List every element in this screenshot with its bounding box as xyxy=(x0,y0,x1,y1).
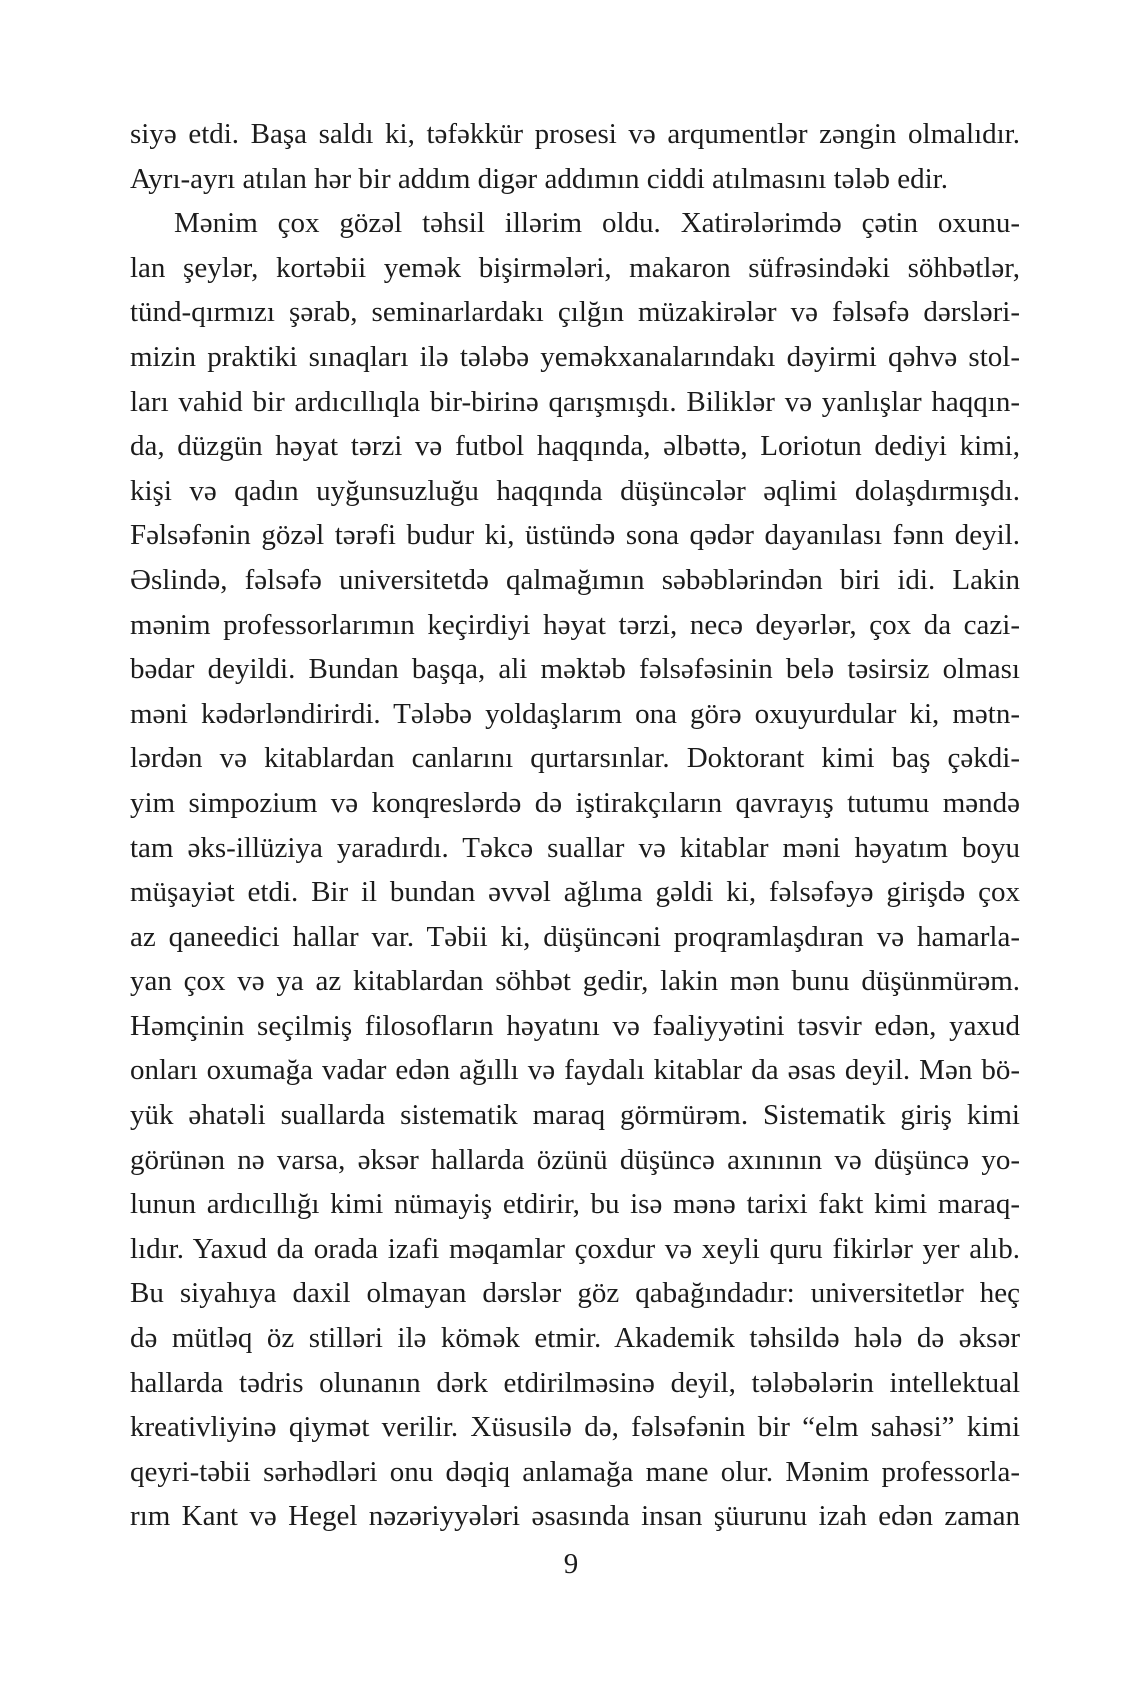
text-line: Fəlsəfənin gözəl tərəfi budur ki, üstündə sona qədər dayanılası fənn deyil. xyxy=(130,519,1020,552)
text-line: tam əks-illüziya yaradırdı. Təkcə suallar və kitablar məni həyatım boyu xyxy=(130,831,1020,864)
text-line: Əslində, fəlsəfə universitetdə qalmağımın səbəblərindən biri idi. Lakin xyxy=(130,563,1020,596)
page-number: 9 xyxy=(563,1548,579,1580)
text-line: müşayiət etdi. Bir il bundan əvvəl ağlıma gəldi ki, fəlsəfəyə girişdə çox xyxy=(130,876,1020,909)
text-line: yim simpozium və konqreslərdə də iştirakçıların qavrayış tutumu məndə xyxy=(130,786,1020,819)
text-line: ları vahid bir ardıcıllıqla bir-birinə qarışmışdı. Biliklər və yanlışlar haqqın- xyxy=(130,385,1020,418)
text-line: rım Kant və Hegel nəzəriyyələri əsasında insan şüurunu izah edən zaman xyxy=(130,1500,1020,1533)
text-line: onları oxumağa vadar edən ağıllı və faydalı kitablar da əsas deyil. Mən bö- xyxy=(130,1054,1020,1087)
text-line: Ayrı-ayrı atılan hər bir addım digər addımın ciddi atılmasını tələb edir. xyxy=(130,162,948,195)
text-line: Həmçinin seçilmiş filosofların həyatını və fəaliyyətini təsvir edən, yaxud xyxy=(130,1009,1020,1042)
text-line: bədar deyildi. Bundan başqa, ali məktəb fəlsəfəsinin belə təsirsiz olması xyxy=(130,653,1020,686)
text-line: mənim professorlarımın keçirdiyi həyat tərzi, necə deyərlər, çox da cazi- xyxy=(130,608,1020,641)
text-line: lıdır. Yaxud da orada izafi məqamlar çoxdur və xeyli quru fikirlər yer alıb. xyxy=(130,1232,1020,1265)
text-line: siyə etdi. Başa saldı ki, təfəkkür prosesi və arqumentlər zəngin olmalıdır. xyxy=(130,118,1020,150)
text-line: yan çox və ya az kitablardan söhbət gedir, lakin mən bunu düşünmürəm. xyxy=(130,965,1020,998)
text-line: kreativliyinə qiymət verilir. Xüsusilə də, fəlsəfənin bir “elm sahəsi” kimi xyxy=(130,1411,1020,1444)
text-line: hallarda tədris olunanın dərk etdirilməsinə deyil, tələbələrin intellektual xyxy=(130,1366,1020,1399)
text-line: Bu siyahıya daxil olmayan dərslər göz qabağındadır: universitetlər heç xyxy=(130,1277,1020,1310)
text-line: kişi və qadın uyğunsuzluğu haqqında düşüncələr əqlimi dolaşdırmışdı. xyxy=(130,474,1020,507)
text-line: məni kədərləndirirdi. Tələbə yoldaşlarım ona görə oxuyurdular ki, mətn- xyxy=(130,697,1020,730)
text-line: da, düzgün həyat tərzi və futbol haqqında, əlbəttə, Loriotun dediyi kimi, xyxy=(130,430,1020,463)
text-line: də mütləq öz stilləri ilə kömək etmir. Akademik təhsildə hələ də əksər xyxy=(130,1322,1020,1355)
text-line: tünd-qırmızı şərab, seminarlardakı çılğın müzakirələr və fəlsəfə dərsləri- xyxy=(130,296,1020,329)
text-line: yük əhatəli suallarda sistematik maraq görmürəm. Sistematik giriş kimi xyxy=(130,1099,1020,1132)
text-line: görünən nə varsa, əksər hallarda özünü düşüncə axınının və düşüncə yo- xyxy=(130,1143,1020,1176)
text-line: lan şeylər, kortəbii yemək bişirmələri, makaron süfrəsindəki söhbətlər, xyxy=(130,251,1020,284)
text-line: mizin praktiki sınaqları ilə tələbə yeməkxanalarındakı dəyirmi qəhvə stol- xyxy=(130,340,1020,373)
body-text xyxy=(130,112,1020,1539)
text-line: Mənim çox gözəl təhsil illərim oldu. Xatirələrimdə çətin oxunu- xyxy=(174,207,1020,240)
text-line: lərdən və kitablardan canlarını qurtarsınlar. Doktorant kimi baş çəkdi- xyxy=(130,742,1020,775)
text-line: lunun ardıcıllığı kimi nümayiş etdirir, bu isə mənə tarixi fakt kimi maraq- xyxy=(130,1188,1020,1221)
text-line: qeyri-təbii sərhədləri onu dəqiq anlamağa mane olur. Mənim professorla- xyxy=(130,1455,1020,1488)
text-line: az qaneedici hallar var. Təbii ki, düşüncəni proqramlaşdıran və hamarla- xyxy=(130,920,1020,953)
